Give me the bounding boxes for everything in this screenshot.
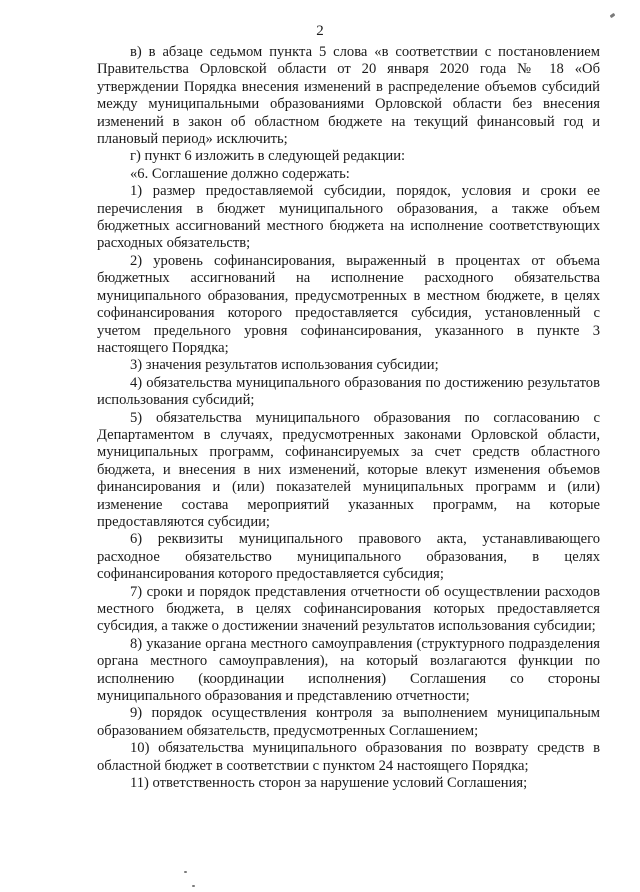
paragraph-g-amendment: г) пункт 6 изложить в следующей редакции: xyxy=(130,148,406,165)
list-item-9: 9) порядок осуществления контроля за выполнением муниципальным образованием обязательств, предусмотренных Соглашением; xyxy=(97,705,600,739)
paragraph-clause-6-heading: «6. Соглашение должно содержать: xyxy=(130,165,350,182)
scan-artifact xyxy=(184,871,187,873)
page-number: 2 xyxy=(316,23,324,39)
list-item-2: 2) уровень софинансирования, выраженный в процентах от объема бюджетных ассигнований на исполнение расходного обязательства муниципального образования, предусмотренных в местном бюджете, в целях софинансирования которого предоставляется субсидия, установленный с учетом предельного уровня софинансирования, указанного в пункте 3 настоящего Порядка; xyxy=(97,252,600,356)
list-item-6: 6) реквизиты муниципального правового акта, устанавливающего расходное обязательство муниципального образования, в целях софинансирования которого предоставляется субсидия; xyxy=(97,531,600,583)
list-item-3: 3) значения результатов использования субсидии; xyxy=(130,357,439,374)
list-item-10: 10) обязательства муниципального образования по возврату средств в областной бюджет в соответствии с пунктом 24 настоящего Порядка; xyxy=(97,740,600,774)
list-item-7: 7) сроки и порядок представления отчетности об осуществлении расходов местного бюджета, в целях софинансирования которых предоставляется субсидия, а также о достижении значений результатов использования субсидии; xyxy=(97,583,600,635)
list-item-5: 5) обязательства муниципального образования по согласованию с Департаментом в случаях, предусмотренных законами Орловской области, муниципальных программ, софинансируемых за счет средств областного бюджета, и внесения в них изменений, которые влекут изменения объемов финансирования и (или) показателей муниципальных программ и (или) изменение состава мероприятий указанных программ, на которые предоставляются субсидии; xyxy=(97,409,600,530)
scan-artifact xyxy=(610,13,616,18)
list-item-1: 1) размер предоставляемой субсидии, порядок, условия и сроки ее перечисления в бюджет муниципального образования, а также объем бюджетных ассигнований местного бюджета на исполнение соответствующих расходных обязательств; xyxy=(97,183,600,252)
paragraph-v-amendment: в) в абзаце седьмом пункта 5 слова «в соответствии с постановлением Правительства Орловской области от 20 января 2020 года № 18 «Об утверждении Порядка внесения изменений в распределение объемов субсидий между муниципальными образованиями Орловской области без внесения изменений в закон об областном бюджете на текущий финансовый год и плановый период» исключить; xyxy=(97,44,600,148)
document-body xyxy=(97,44,600,792)
list-item-8: 8) указание органа местного самоуправления (структурного подразделения органа местного самоуправления), на который возлагаются функции по исполнению (координации исполнения) Соглашения со стороны муниципального образования и представлению отчетности; xyxy=(97,635,600,705)
list-item-11: 11) ответственность сторон за нарушение условий Соглашения; xyxy=(130,775,528,792)
scan-artifact xyxy=(192,885,195,887)
list-item-4: 4) обязательства муниципального образования по достижению результатов использования субсидий; xyxy=(97,374,600,409)
